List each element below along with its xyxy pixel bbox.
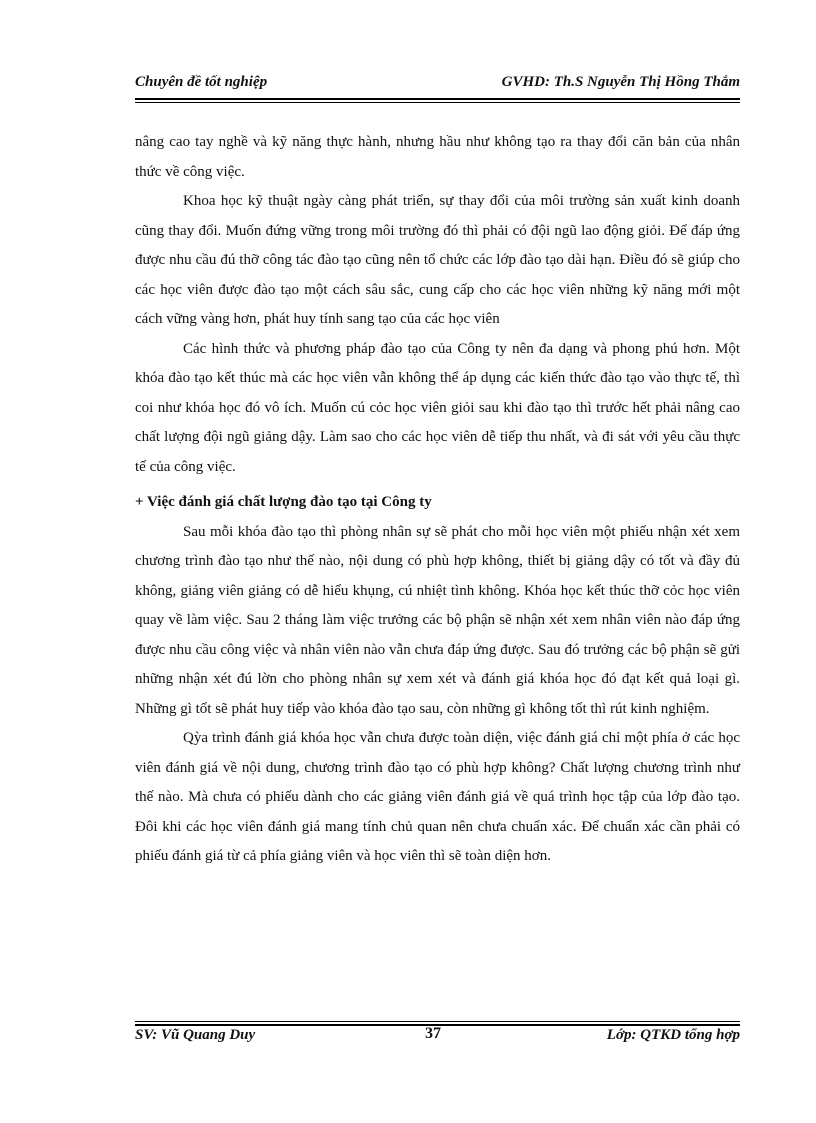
- paragraph-2: Khoa học kỹ thuật ngày càng phát triển, sự thay đổi của môi trường sản xuất kinh doanh cũng thay đổi. Muốn đứng vững trong môi trường đó thì phải có đội ngũ lao động giỏi. Để đáp ứng được nhu cầu đú thỡ công tác đào tạo cũng nên tổ chức các lớp đào tạo dài hạn. Điều đó sẽ giúp cho các học viên được đào tạo một cách sâu sắc, cung cấp cho các học viên những kỹ năng mới một cách vững vàng hơn, phát huy tính sang tạo của các học viên: [135, 193, 740, 327]
- header-divider: [135, 98, 740, 103]
- paragraph-5: Qỳa trình đánh giá khóa học vẫn chưa được toàn diện, việc đánh giá chỉ một phía ở các học viên đánh giá về nội dung, chương trình đào tạo có phù hợp không? Chất lượng chương trình như thế nào. Mà chưa có phiếu dành cho các giảng viên đánh giá về quá trình học tập của lớp đào tạo. Đôi khi các học viên đánh giá mang tính chủ quan nên chưa chuẩn xác. Để chuẩn xác cần phải có phiếu đánh giá từ cả phía giảng viên và học viên thì sẽ toàn diện hơn.: [135, 730, 740, 864]
- page-header: [135, 74, 740, 91]
- header-title: Chuyên đề tốt nghiệp: [135, 74, 268, 90]
- paragraph-1: nâng cao tay nghề và kỹ năng thực hành, nhưng hầu như không tạo ra thay đổi căn bản của nhân thức về công việc.: [135, 134, 740, 180]
- page-body: [135, 128, 740, 872]
- header-advisor: GVHD: Th.S Nguyễn Thị Hồng Thắm: [501, 74, 740, 90]
- page-number: 37: [425, 1025, 441, 1042]
- footer-student: SV: Vũ Quang Duy: [135, 1027, 256, 1043]
- paragraph-4: Sau mỗi khóa đào tạo thì phòng nhân sự sẽ phát cho mỗi học viên một phiếu nhận xét xem chương trình đào tạo như thế nào, nội dung có phù hợp không, thiết bị giảng dậy có tốt và đầy đủ không, giảng viên giảng có dễ hiểu khụng, cú nhiệt tình không. Khóa học kết thúc thỡ cỏc học viên quay về làm việc. Sau 2 tháng làm việc trưởng các bộ phận sẽ nhận xét xem nhân viên nào đáp ứng được nhu cầu công việc và nhân viên nào vẫn chưa đáp ứng được. Sau đó trưởng các bộ phận sẽ gửi những nhận xét đú lờn cho phòng nhân sự xem xét và đánh giá khóa học đó đạt kết quả loại gì. Những gì tốt sẽ phát huy tiếp vào khóa đào tạo sau, còn những gì không tốt thì rút kinh nghiệm.: [135, 523, 740, 717]
- section-heading: + Việc đánh giá chất lượng đào tạo tại Công ty: [135, 494, 432, 510]
- paragraph-3: Các hình thức và phương pháp đào tạo của Công ty nên đa dạng và phong phú hơn. Một khóa đào tạo kết thúc mà các học viên vẫn không thể áp dụng các kiến thức đào tạo vào thực tế, thì coi như khóa học đó vô ích. Muốn cú cỏc học viên giỏi sau khi đào tạo thì trước hết phải nâng cao chất lượng đội ngũ giảng dậy. Làm sao cho các học viên dễ tiếp thu nhất, và đi sát với yêu cầu thực tế của công việc.: [135, 340, 740, 475]
- footer-class: Lớp: QTKD tổng hợp: [606, 1027, 740, 1043]
